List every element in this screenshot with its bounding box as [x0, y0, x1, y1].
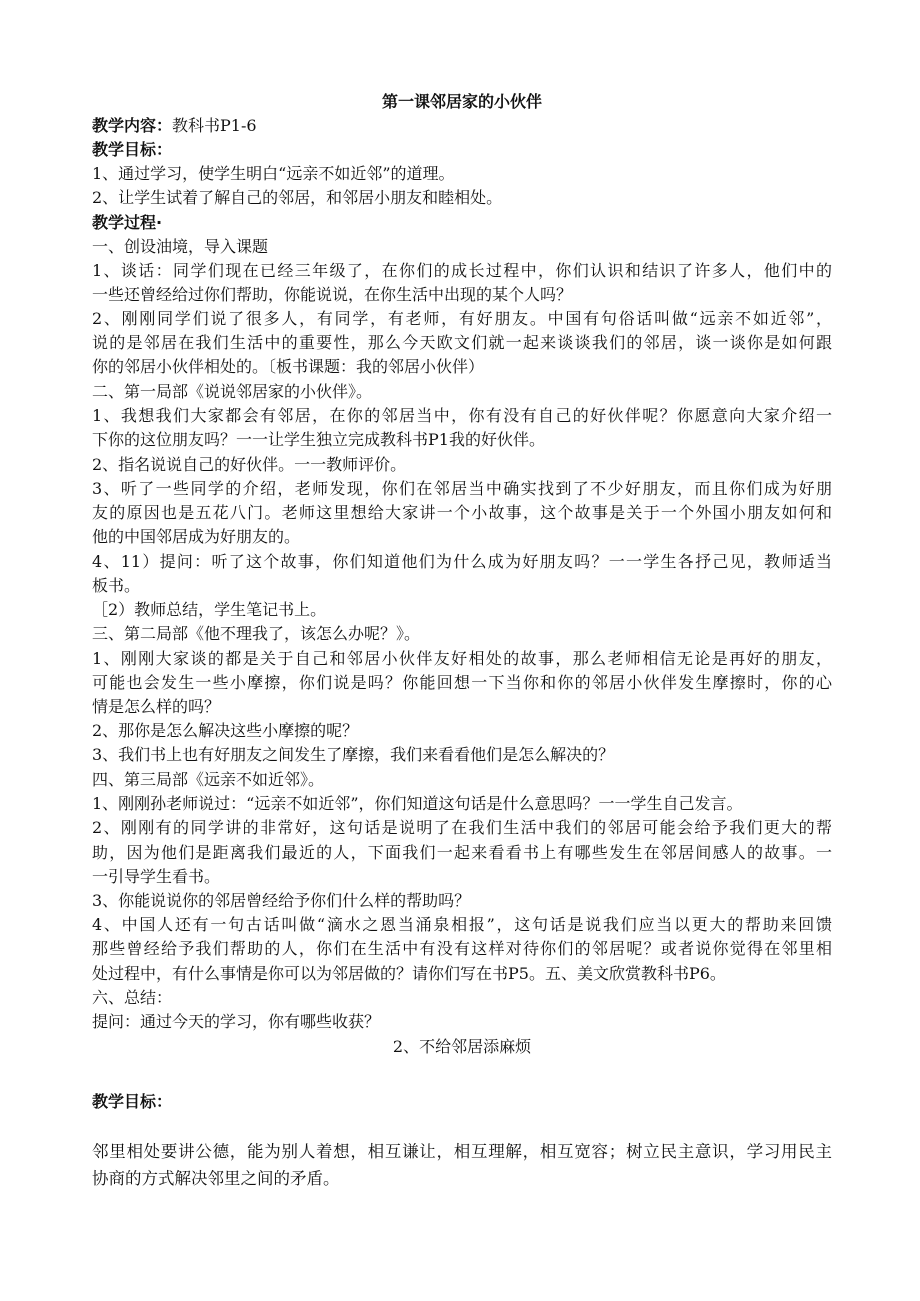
- paragraph-line: 助，因为他们是距离我们最近的人，下面我们一起来看看书上有哪些发生在邻居间感人的故事。一: [92, 843, 832, 862]
- section6-heading: 六、总结：: [92, 988, 173, 1007]
- paragraph-line: 友的原因也是五花八门。老师这里想给大家讲一个小故事，这个故事是关于一个外国小朋友如何和: [92, 503, 832, 522]
- content-value: 教科书P1-6: [172, 116, 257, 135]
- content-line: [92, 114, 257, 138]
- paragraph-line: ［2）教师总结，学生笔记书上。: [92, 600, 327, 619]
- paragraph-line: 下你的这位朋友吗？一一让学生独立完成教科书P1我的好伙伴。: [92, 430, 545, 449]
- paragraph-line: 你的邻居小伙伴相处的。〔板书课题：我的邻居小伙伴）: [92, 357, 485, 376]
- paragraph-line: 提问：通过今天的学习，你有哪些收获？: [92, 1012, 381, 1031]
- paragraph-line: 那些曾经给予我们帮助的人，你们在生活中有没有这样对待你们的邻居呢？或者说你觉得在邻里相: [92, 939, 832, 958]
- paragraph-line: 板书。: [92, 576, 141, 595]
- paragraph-line: 可能也会发生一些小摩擦，你们说是吗？你能回想一下当你和你的邻居小伙伴发生摩擦时，你的心: [92, 673, 832, 692]
- paragraph-line: 2、刚刚同学们说了很多人，有同学，有老师，有好朋友。中国有句俗话叫做“远亲不如近邻”，: [92, 309, 832, 328]
- goal-1: 1、通过学习，使学生明白“远亲不如近邻”的道理。: [92, 164, 455, 183]
- paragraph-line: 1、刚刚大家谈的都是关于自己和邻居小伙伴友好相处的故事，那么老师相信无论是再好的朋友，: [92, 649, 832, 668]
- paragraph-line: 3、听了一些同学的介绍，老师发现，你们在邻居当中确实找到了不少好朋友，而且你们成为好朋: [92, 479, 832, 498]
- paragraph-line: 3、我们书上也有好朋友之间发生了摩擦，我们来看看他们是怎么解决的？: [92, 745, 615, 764]
- paragraph-line: 说的是邻居在我们生活中的重要性，那么今天欧文们就一起来谈谈我们的邻居，谈一谈你是如何跟: [92, 333, 832, 352]
- process-heading: 教学过程·: [92, 213, 163, 232]
- paragraph-line: 2、刚刚有的同学讲的非常好，这句话是说明了在我们生活中我们的邻居可能会给予我们更大的帮: [92, 818, 832, 837]
- section2-heading: 二、第一局部《说说邻居家的小伙伴》。: [92, 382, 373, 401]
- paragraph-line: 1、刚刚孙老师说过：“远亲不如近邻”，你们知道这句话是什么意思吗？一一学生自己发言。: [92, 794, 743, 813]
- goal-2: 2、让学生试着了解自己的邻居，和邻居小朋友和睦相处。: [92, 188, 503, 207]
- lesson2-goals-heading: 教学目标：: [92, 1092, 173, 1111]
- lesson2-title: 2、不给邻居添麻烦: [392, 1037, 532, 1056]
- content-label: 教学内容：: [92, 116, 173, 135]
- paragraph-line: 情是怎么样的吗？: [92, 697, 221, 716]
- paragraph-line: 4、11）提问：听了这个故事，你们知道他们为什么成为好朋友吗？一一学生各抒己见，教师适当: [92, 552, 832, 571]
- paragraph-line: 协商的方式解决邻里之间的矛盾。: [92, 1169, 340, 1188]
- section1-heading: 一、创设油境，导入课题: [92, 237, 269, 256]
- paragraph-line: 他的中国邻居成为好朋友的。: [92, 527, 301, 546]
- paragraph-line: 2、指名说说自己的好伙伴。一一教师评价。: [92, 455, 407, 474]
- paragraph-line: 2、那你是怎么解决这些小摩擦的呢？: [92, 721, 359, 740]
- section3-heading: 三、第二局部《他不理我了，该怎么办呢？》。: [92, 624, 421, 643]
- section4-heading: 四、第三局部《远亲不如近邻》。: [92, 770, 325, 789]
- paragraph-line: 处过程中，有什么事情是你可以为邻居做的？请你们写在书P5。五、美文欣赏教科书P6。: [92, 964, 726, 983]
- goals-heading: 教学目标：: [92, 140, 173, 159]
- paragraph-line: 1、谈话：同学们现在已经三年级了，在你们的成长过程中，你们认识和结识了许多人，他们中的: [92, 261, 832, 280]
- lesson1-title: 第一课邻居家的小伙伴: [381, 92, 542, 111]
- paragraph-line: 3、你能说说你的邻居曾经给予你们什么样的帮助吗？: [92, 891, 471, 910]
- paragraph-line: 4、中国人还有一句古话叫做“滴水之恩当涌泉相报”，这句话是说我们应当以更大的帮助来回馈: [92, 915, 832, 934]
- paragraph-line: 一引导学生看书。: [92, 867, 221, 886]
- paragraph-line: 一些还曾经给过你们帮助，你能说说，在你生活中出现的某个人吗？: [92, 285, 573, 304]
- paragraph-line: 邻里相处要讲公德，能为别人着想，相互谦让，相互理解，相互宽容；树立民主意识，学习用民主: [92, 1142, 832, 1161]
- paragraph-line: 1、我想我们大家都会有邻居，在你的邻居当中，你有没有自己的好伙伴呢？你愿意向大家介绍一: [92, 406, 832, 425]
